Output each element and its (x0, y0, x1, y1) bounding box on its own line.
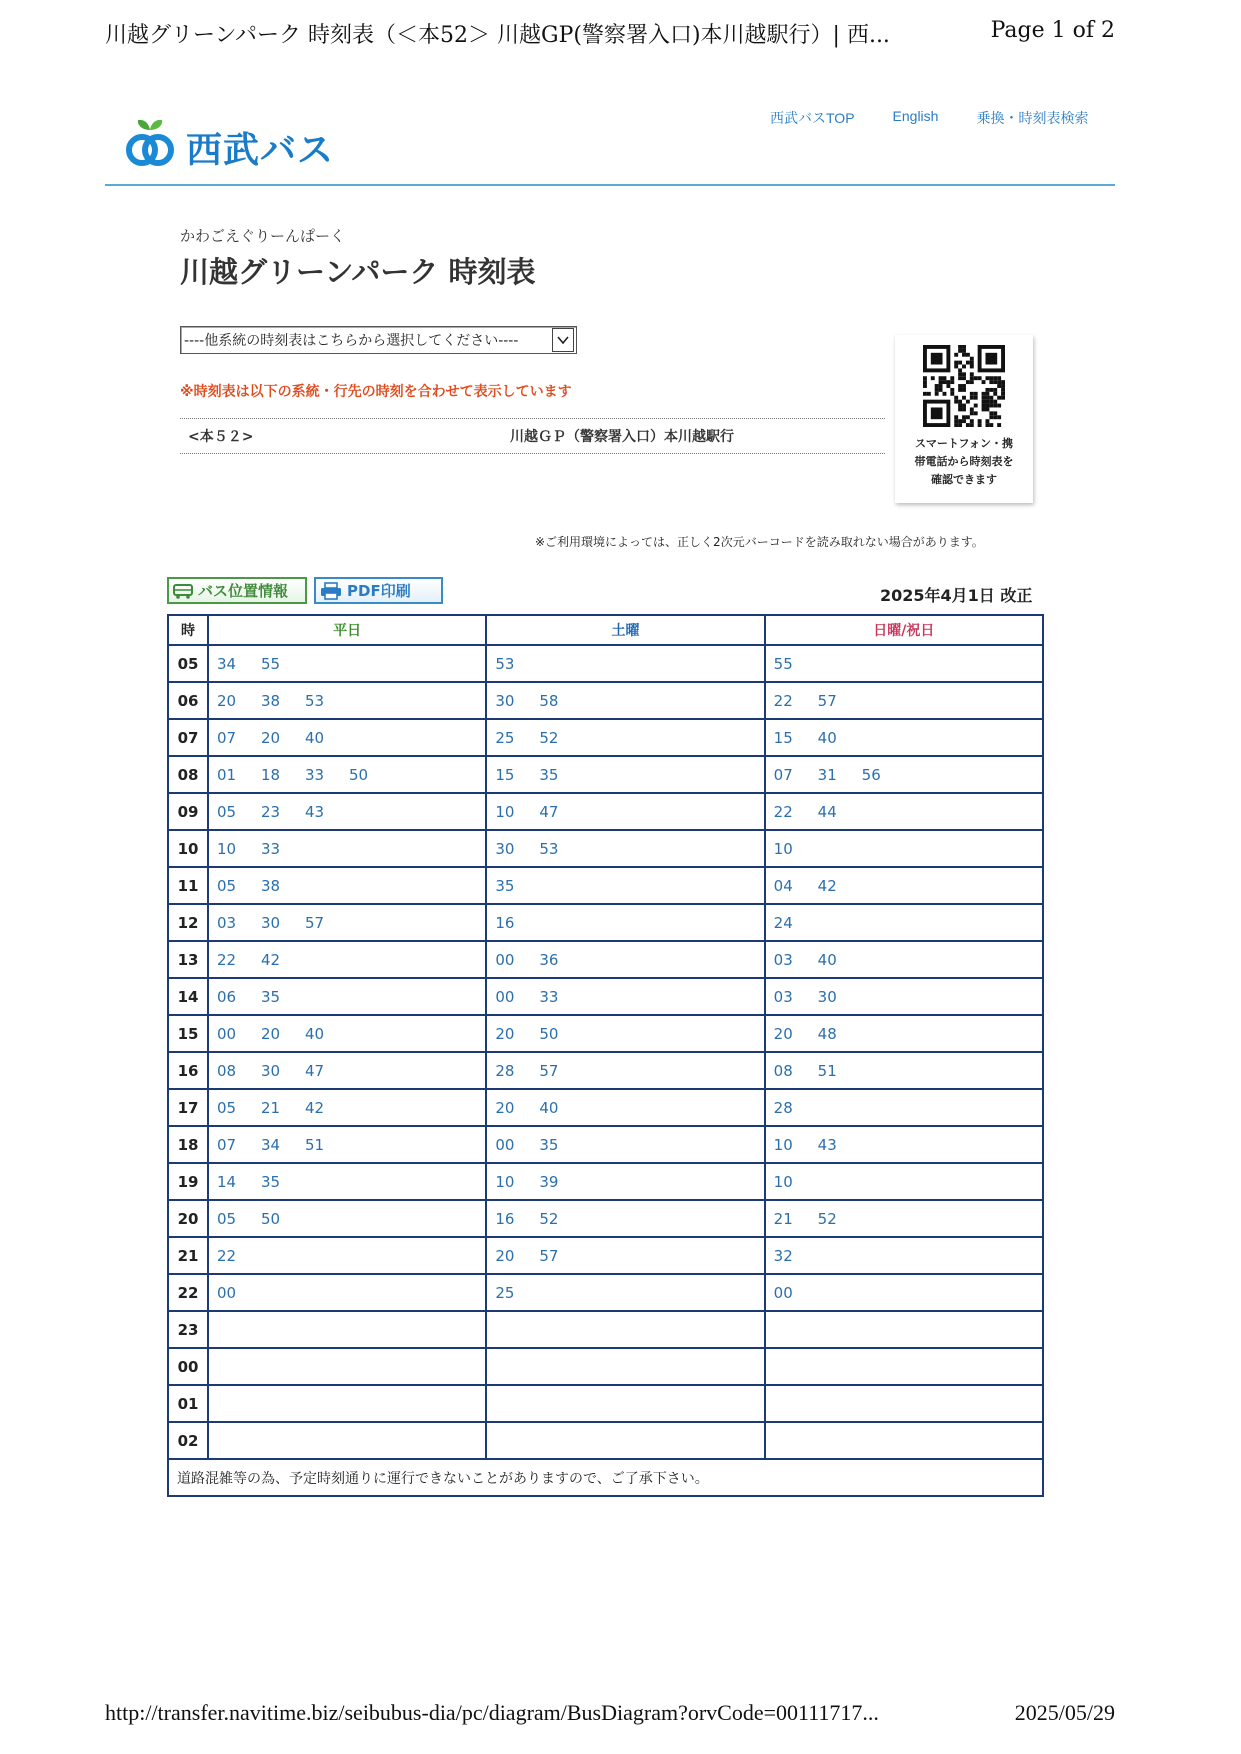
hour-cell: 11 (168, 867, 208, 904)
saturday-minutes-cell (486, 1237, 764, 1274)
departure-minute: 53 (495, 655, 515, 673)
weekday-minutes-cell (208, 1348, 486, 1385)
hour-cell: 09 (168, 793, 208, 830)
hour-cell: 16 (168, 1052, 208, 1089)
holiday-minutes-cell (765, 1015, 1043, 1052)
departure-minute: 50 (349, 766, 369, 784)
departure-minute: 57 (817, 692, 837, 710)
timetable-row (168, 1348, 1043, 1385)
holiday-minutes-cell (765, 941, 1043, 978)
departure-minute: 00 (217, 1025, 237, 1043)
timetable-row (168, 830, 1043, 867)
departure-minute: 31 (817, 766, 837, 784)
departure-minute: 52 (817, 1210, 837, 1228)
departure-minute: 30 (495, 840, 515, 858)
timetable-row (168, 1237, 1043, 1274)
departure-minute: 28 (773, 1099, 793, 1117)
holiday-minutes-cell (765, 793, 1043, 830)
page-title: 川越グリーンパーク 時刻表 (180, 255, 536, 289)
departure-minute: 38 (261, 692, 281, 710)
departure-minute: 00 (773, 1284, 793, 1302)
departure-minute: 43 (817, 1136, 837, 1154)
weekday-minutes-cell (208, 904, 486, 941)
departure-minute: 33 (539, 988, 559, 1006)
hour-cell: 02 (168, 1422, 208, 1459)
departure-minute: 53 (305, 692, 325, 710)
departure-minute: 01 (217, 766, 237, 784)
qr-caption-line: スマートフォン・携 (915, 437, 1013, 450)
holiday-minutes-cell (765, 1385, 1043, 1422)
timetable-row (168, 793, 1043, 830)
departure-minute: 55 (261, 655, 281, 673)
revision-date: 2025年4月1日 改正 (880, 586, 1033, 605)
pdf-print-label: PDF印刷 (347, 582, 411, 600)
departure-minute: 33 (261, 840, 281, 858)
departure-minute: 16 (495, 1210, 515, 1228)
print-page-number: Page 1 of 2 (990, 18, 1115, 43)
saturday-column-header: 土曜 (486, 615, 764, 645)
departure-minute: 23 (261, 803, 281, 821)
departure-minute: 03 (773, 951, 793, 969)
hour-cell: 00 (168, 1348, 208, 1385)
departure-minute: 40 (305, 1025, 325, 1043)
hour-cell: 23 (168, 1311, 208, 1348)
departure-minute: 32 (773, 1247, 793, 1265)
hour-cell: 01 (168, 1385, 208, 1422)
saturday-minutes-cell (486, 719, 764, 756)
departure-minute: 25 (495, 1284, 515, 1302)
combined-route-notice: ※時刻表は以下の系統・行先の時刻を合わせて表示しています (180, 384, 572, 400)
departure-minute: 40 (305, 729, 325, 747)
timetable (167, 614, 1044, 1497)
departure-minute: 30 (495, 692, 515, 710)
holiday-minutes-cell (765, 1163, 1043, 1200)
departure-minute: 03 (217, 914, 237, 932)
nav-link-transfer-search[interactable]: 乗換・時刻表検索 (976, 110, 1089, 126)
departure-minute: 40 (817, 729, 837, 747)
departure-minute: 21 (773, 1210, 793, 1228)
saturday-minutes-cell (486, 1385, 764, 1422)
departure-minute: 35 (539, 1136, 559, 1154)
departure-minute: 22 (217, 1247, 237, 1265)
hour-cell: 12 (168, 904, 208, 941)
weekday-column-header: 平日 (208, 615, 486, 645)
route-select[interactable] (180, 326, 577, 354)
timetable-row (168, 1126, 1043, 1163)
departure-minute: 00 (495, 1136, 515, 1154)
qr-caption-line: 確認できます (931, 473, 997, 486)
timetable-row (168, 904, 1043, 941)
departure-minute: 08 (773, 1062, 793, 1080)
departure-minute: 21 (261, 1099, 281, 1117)
hour-column-header: 時 (168, 615, 208, 645)
timetable-row (168, 1274, 1043, 1311)
timetable-row (168, 978, 1043, 1015)
timetable-row (168, 719, 1043, 756)
weekday-minutes-cell (208, 719, 486, 756)
departure-minute: 50 (261, 1210, 281, 1228)
departure-minute: 24 (773, 914, 793, 932)
weekday-minutes-cell (208, 1052, 486, 1089)
weekday-minutes-cell (208, 830, 486, 867)
departure-minute: 05 (217, 1210, 237, 1228)
timetable-row (168, 1089, 1043, 1126)
departure-minute: 06 (217, 988, 237, 1006)
departure-minute: 35 (261, 1173, 281, 1191)
departure-minute: 58 (539, 692, 559, 710)
timetable-row (168, 1311, 1043, 1348)
saturday-minutes-cell (486, 793, 764, 830)
holiday-minutes-cell (765, 1311, 1043, 1348)
departure-minute: 08 (217, 1062, 237, 1080)
footnote-row (168, 1459, 1043, 1496)
departure-minute: 20 (773, 1025, 793, 1043)
timetable-row (168, 1422, 1043, 1459)
departure-minute: 18 (261, 766, 281, 784)
departure-minute: 57 (539, 1247, 559, 1265)
departure-minute: 52 (539, 1210, 559, 1228)
hour-cell: 15 (168, 1015, 208, 1052)
route-destination: 川越ＧＰ（警察署入口）本川越駅行 (510, 429, 734, 445)
departure-minute: 56 (861, 766, 881, 784)
holiday-minutes-cell (765, 1237, 1043, 1274)
departure-minute: 22 (773, 803, 793, 821)
weekday-minutes-cell (208, 1385, 486, 1422)
departure-minute: 07 (217, 729, 237, 747)
hour-cell: 06 (168, 682, 208, 719)
seibu-bus-logo[interactable] (122, 118, 334, 176)
weekday-minutes-cell (208, 1163, 486, 1200)
route-select-value: ----他系統の時刻表はこちらから選択してください---- (184, 333, 519, 349)
weekday-minutes-cell (208, 1422, 486, 1459)
departure-minute: 53 (539, 840, 559, 858)
departure-minute: 05 (217, 803, 237, 821)
weekday-minutes-cell (208, 1274, 486, 1311)
departure-minute: 55 (773, 655, 793, 673)
holiday-minutes-cell (765, 1348, 1043, 1385)
departure-minute: 28 (495, 1062, 515, 1080)
holiday-minutes-cell (765, 1052, 1043, 1089)
saturday-minutes-cell (486, 645, 764, 682)
departure-minute: 52 (539, 729, 559, 747)
saturday-minutes-cell (486, 1200, 764, 1237)
weekday-minutes-cell (208, 867, 486, 904)
bus-location-label: バス位置情報 (198, 582, 289, 600)
timetable-row (168, 1200, 1043, 1237)
saturday-minutes-cell (486, 1348, 764, 1385)
departure-minute: 22 (773, 692, 793, 710)
route-info (180, 418, 885, 454)
chevron-down-icon[interactable] (552, 328, 574, 352)
timetable-row (168, 1015, 1043, 1052)
hour-cell: 20 (168, 1200, 208, 1237)
weekday-minutes-cell (208, 1015, 486, 1052)
qr-code-icon (923, 345, 1005, 427)
weekday-minutes-cell (208, 1089, 486, 1126)
departure-minute: 42 (261, 951, 281, 969)
departure-minute: 42 (305, 1099, 325, 1117)
hour-cell: 05 (168, 645, 208, 682)
holiday-minutes-cell (765, 719, 1043, 756)
saturday-minutes-cell (486, 1311, 764, 1348)
departure-minute: 16 (495, 914, 515, 932)
departure-minute: 15 (773, 729, 793, 747)
saturday-minutes-cell (486, 978, 764, 1015)
stop-name-reading: かわごえぐりーんぱーく (180, 227, 346, 245)
departure-minute: 20 (495, 1099, 515, 1117)
timetable-row (168, 1163, 1043, 1200)
route-code: <本５２> (188, 429, 254, 445)
qr-caption-line: 帯電話から時刻表を (914, 455, 1014, 468)
departure-minute: 38 (261, 877, 281, 895)
timetable-row (168, 1385, 1043, 1422)
departure-minute: 10 (773, 840, 793, 858)
logo-text: 西武バス (186, 129, 335, 171)
departure-minute: 35 (539, 766, 559, 784)
hour-cell: 22 (168, 1274, 208, 1311)
departure-minute: 34 (261, 1136, 281, 1154)
saturday-minutes-cell (486, 682, 764, 719)
departure-minute: 30 (261, 1062, 281, 1080)
departure-minute: 10 (773, 1173, 793, 1191)
hour-cell: 10 (168, 830, 208, 867)
qr-code-panel (895, 335, 1033, 503)
departure-minute: 36 (539, 951, 559, 969)
holiday-minutes-cell (765, 904, 1043, 941)
weekday-minutes-cell (208, 682, 486, 719)
bus-icon (173, 583, 193, 599)
weekday-minutes-cell (208, 1126, 486, 1163)
hour-cell: 08 (168, 756, 208, 793)
departure-minute: 43 (305, 803, 325, 821)
departure-minute: 22 (217, 951, 237, 969)
holiday-minutes-cell (765, 756, 1043, 793)
timetable-header-row (168, 615, 1043, 645)
departure-minute: 33 (305, 766, 325, 784)
saturday-minutes-cell (486, 867, 764, 904)
departure-minute: 20 (261, 1025, 281, 1043)
saturday-minutes-cell (486, 1089, 764, 1126)
hour-cell: 21 (168, 1237, 208, 1274)
departure-minute: 51 (305, 1136, 325, 1154)
departure-minute: 00 (217, 1284, 237, 1302)
weekday-minutes-cell (208, 645, 486, 682)
weekday-minutes-cell (208, 1200, 486, 1237)
holiday-minutes-cell (765, 1089, 1043, 1126)
departure-minute: 35 (261, 988, 281, 1006)
weekday-minutes-cell (208, 1311, 486, 1348)
timetable-row (168, 645, 1043, 682)
qr-warning: ※ご利用環境によっては、正しく2次元バーコードを読み取れない場合があります。 (535, 535, 984, 549)
saturday-minutes-cell (486, 1422, 764, 1459)
departure-minute: 10 (495, 803, 515, 821)
saturday-minutes-cell (486, 1126, 764, 1163)
departure-minute: 44 (817, 803, 837, 821)
departure-minute: 51 (817, 1062, 837, 1080)
print-footer (105, 1700, 1115, 1726)
departure-minute: 20 (495, 1025, 515, 1043)
print-url: http://transfer.navitime.biz/seibubus-dia/pc/diagram/BusDiagram?orvCode=00111717... (105, 1700, 879, 1725)
departure-minute: 05 (217, 877, 237, 895)
saturday-minutes-cell (486, 941, 764, 978)
departure-minute: 00 (495, 988, 515, 1006)
departure-minute: 34 (217, 655, 237, 673)
holiday-minutes-cell (765, 978, 1043, 1015)
pdf-print-button[interactable] (314, 577, 443, 604)
departure-minute: 30 (817, 988, 837, 1006)
holiday-minutes-cell (765, 1274, 1043, 1311)
hour-cell: 13 (168, 941, 208, 978)
holiday-minutes-cell (765, 1422, 1043, 1459)
departure-minute: 39 (539, 1173, 559, 1191)
departure-minute: 40 (539, 1099, 559, 1117)
departure-minute: 20 (261, 729, 281, 747)
hour-cell: 18 (168, 1126, 208, 1163)
saturday-minutes-cell (486, 1015, 764, 1052)
saturday-minutes-cell (486, 756, 764, 793)
saturday-minutes-cell (486, 830, 764, 867)
departure-minute: 03 (773, 988, 793, 1006)
weekday-minutes-cell (208, 793, 486, 830)
departure-minute: 48 (817, 1025, 837, 1043)
holiday-minutes-cell (765, 830, 1043, 867)
weekday-minutes-cell (208, 756, 486, 793)
departure-minute: 57 (539, 1062, 559, 1080)
departure-minute: 47 (539, 803, 559, 821)
departure-minute: 40 (817, 951, 837, 969)
departure-minute: 10 (495, 1173, 515, 1191)
departure-minute: 07 (773, 766, 793, 784)
timetable-row (168, 756, 1043, 793)
departure-minute: 42 (817, 877, 837, 895)
departure-minute: 57 (305, 914, 325, 932)
print-header (105, 18, 1115, 49)
top-nav (770, 108, 1088, 128)
qr-caption (895, 435, 1033, 489)
departure-minute: 04 (773, 877, 793, 895)
hour-cell: 19 (168, 1163, 208, 1200)
saturday-minutes-cell (486, 904, 764, 941)
hour-cell: 14 (168, 978, 208, 1015)
departure-minute: 14 (217, 1173, 237, 1191)
departure-minute: 10 (217, 840, 237, 858)
timetable-footnote: 道路混雑等の為、予定時刻通りに運行できないことがありますので、ご了承下さい。 (168, 1459, 1043, 1496)
departure-minute: 25 (495, 729, 515, 747)
saturday-minutes-cell (486, 1274, 764, 1311)
print-date: 2025/05/29 (1014, 1700, 1115, 1725)
departure-minute: 50 (539, 1025, 559, 1043)
saturday-minutes-cell (486, 1052, 764, 1089)
hour-cell: 07 (168, 719, 208, 756)
holiday-minutes-cell (765, 645, 1043, 682)
departure-minute: 47 (305, 1062, 325, 1080)
departure-minute: 15 (495, 766, 515, 784)
print-title: 川越グリーンパーク 時刻表（＜本52＞ 川越GP(警察署入口)本川越駅行）| 西... (105, 23, 890, 48)
holiday-column-header: 日曜/祝日 (765, 615, 1043, 645)
departure-minute: 30 (261, 914, 281, 932)
departure-minute: 10 (773, 1136, 793, 1154)
bus-location-button[interactable] (167, 577, 307, 604)
header-divider (105, 184, 1115, 186)
holiday-minutes-cell (765, 1126, 1043, 1163)
departure-minute: 05 (217, 1099, 237, 1117)
timetable-row (168, 682, 1043, 719)
holiday-minutes-cell (765, 682, 1043, 719)
saturday-minutes-cell (486, 1163, 764, 1200)
nav-link-seibu-bus-top[interactable]: 西武バスTOP (770, 110, 855, 126)
departure-minute: 00 (495, 951, 515, 969)
logo-mark-icon (122, 118, 178, 176)
departure-minute: 07 (217, 1136, 237, 1154)
hour-cell: 17 (168, 1089, 208, 1126)
holiday-minutes-cell (765, 1200, 1043, 1237)
departure-minute: 20 (217, 692, 237, 710)
timetable-row (168, 941, 1043, 978)
weekday-minutes-cell (208, 978, 486, 1015)
departure-minute: 20 (495, 1247, 515, 1265)
printer-icon (320, 582, 342, 600)
timetable-row (168, 1052, 1043, 1089)
weekday-minutes-cell (208, 1237, 486, 1274)
nav-link-english[interactable]: English (892, 108, 939, 124)
timetable-row (168, 867, 1043, 904)
departure-minute: 35 (495, 877, 515, 895)
holiday-minutes-cell (765, 867, 1043, 904)
weekday-minutes-cell (208, 941, 486, 978)
